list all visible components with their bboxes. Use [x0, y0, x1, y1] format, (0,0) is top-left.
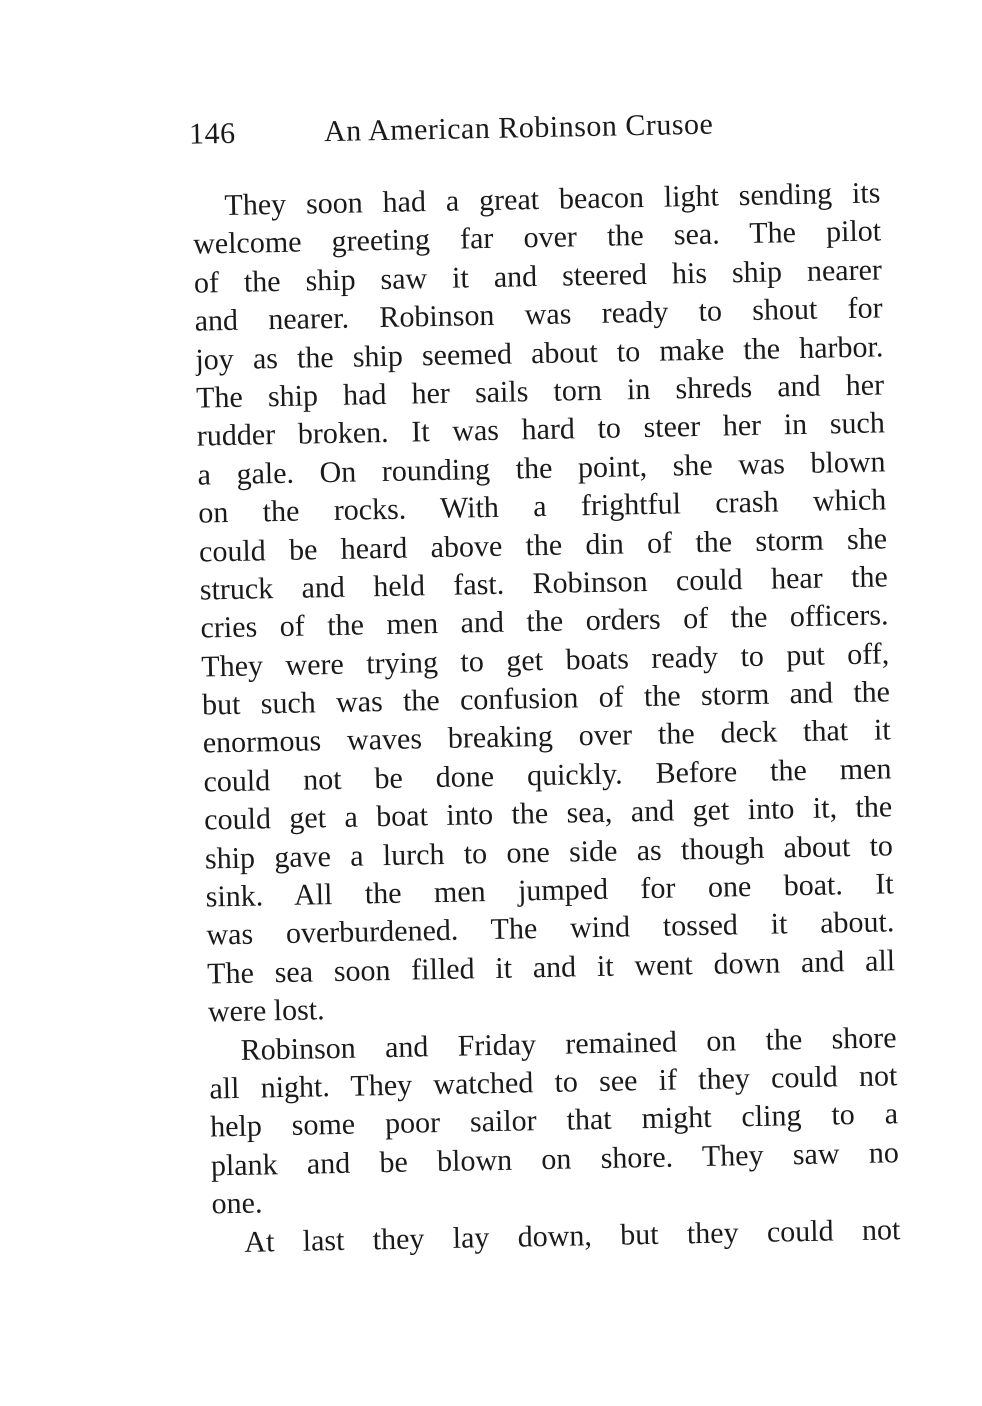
- text-line: rudder broken. It was hard to steer her in such: [196, 406, 886, 453]
- text-line: welcome greeting far over the sea. The pilot: [192, 214, 882, 262]
- book-title: An American Robinson Crusoe: [323, 107, 714, 149]
- text-line: joy as the ship seemed about to make the harbor.: [195, 329, 884, 377]
- text-line: plank and be blown on shore. They saw no: [210, 1136, 900, 1183]
- text-line: The ship had her sails torn in shreds and her: [195, 368, 885, 415]
- page-number: 146: [188, 116, 236, 151]
- text-line: but such was the confusion of the storm and the: [201, 675, 891, 722]
- text-line: was overburdened. The wind tossed it about.: [206, 905, 895, 952]
- text-line: Robinson and Friday remained on the shore: [240, 1020, 897, 1067]
- text-line: could not be done quickly. Before the men: [203, 752, 892, 799]
- text-line: and nearer. Robinson was ready to shout for: [194, 291, 883, 338]
- text-line: one.: [211, 1186, 263, 1221]
- text-line: They were trying to get boats ready to put off,: [200, 637, 890, 684]
- text-line: of the ship saw it and steered his ship nearer: [193, 253, 883, 300]
- text-line: sink. All the men jumped for one boat. It: [205, 867, 894, 914]
- text-line: cries of the men and the orders of the officers.: [200, 598, 889, 645]
- text-line: all night. They watched to see if they could not: [209, 1059, 898, 1106]
- text-line: At last they lay down, but they could not: [244, 1212, 901, 1259]
- text-line: struck and held fast. Robinson could hear the: [199, 560, 889, 607]
- text-line: enormous waves breaking over the deck that it: [202, 713, 891, 760]
- text-line: a gale. On rounding the point, she was blown: [197, 445, 886, 492]
- text-line: could be heard above the din of the storm she: [198, 521, 888, 569]
- body-text: [192, 174, 901, 1262]
- text-line: could get a boat into the sea, and get into it, the: [203, 790, 893, 837]
- text-line: help some poor sailor that might cling to a: [209, 1097, 899, 1144]
- text-line: ship gave a lurch to one side as though about to: [204, 828, 894, 876]
- text-line: They soon had a great beacon light sending its: [224, 176, 881, 223]
- running-head: [189, 106, 790, 158]
- text-line: were lost.: [207, 993, 325, 1029]
- text-line: The sea soon filled it and it went down and all: [206, 944, 896, 991]
- text-line: on the rocks. With a frightful crash which: [198, 483, 887, 530]
